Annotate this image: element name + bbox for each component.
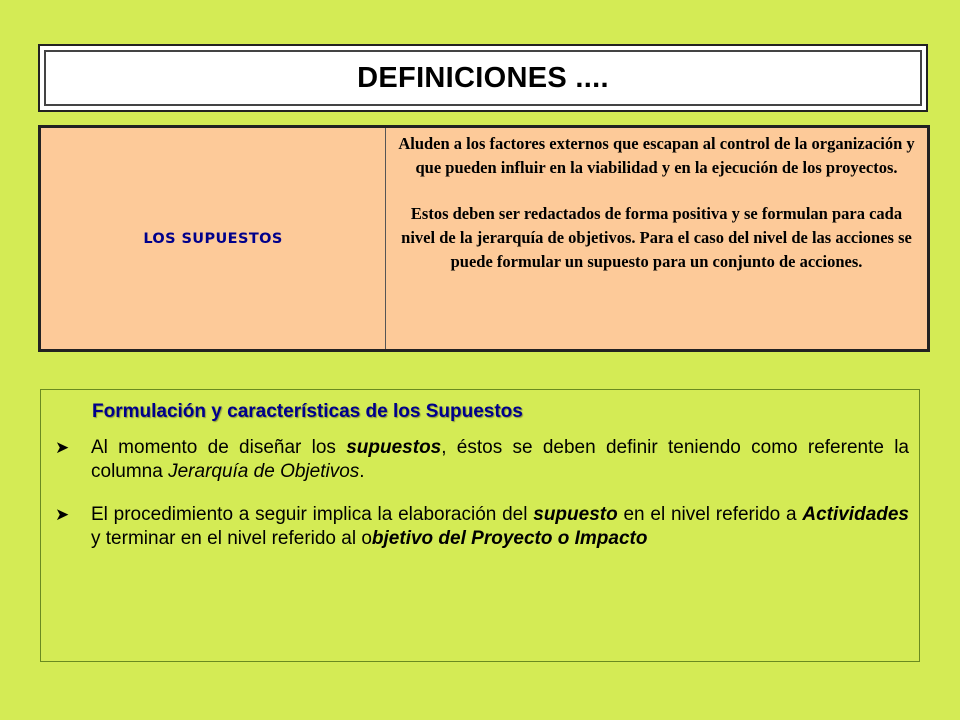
definition-term: LOS SUPUESTOS <box>41 128 386 349</box>
bullet-1-run-4: Jerarquía de Objetivos <box>168 461 360 482</box>
arrowhead-bullet-icon: ➤ <box>55 438 70 457</box>
bullet-1-run-3: , éstos se deben definir teniendo como referente la columna <box>91 437 909 482</box>
bullet-text-2 <box>91 503 909 551</box>
bullet-2-run-4: Actividades <box>802 504 909 525</box>
section-subtitle: Formulación y características de los Supuestos <box>92 401 523 422</box>
bullet-1-run-1: Al momento de diseñar los <box>91 437 347 458</box>
bullet-1-run-5: . <box>359 461 365 482</box>
bullet-2-run-1: El procedimiento a seguir implica la elaboración del <box>91 504 534 525</box>
title-box <box>38 44 928 112</box>
definition-paragraph-1: Aluden a los factores externos que escapan al control de la organización y que pueden influir en la viabilidad y en la ejecución de los proyectos. <box>398 134 915 177</box>
bullet-2-run-2: supuesto <box>533 504 618 525</box>
bullet-2-run-3: en el nivel referido a <box>617 504 803 525</box>
bullet-2-run-6: bjetivo del Proyecto o Impacto <box>371 528 648 549</box>
page-title: DEFINICIONES .... <box>357 61 609 94</box>
bullet-2-run-5: y terminar en el nivel referido al o <box>91 528 372 549</box>
bullet-text-1 <box>91 436 909 484</box>
bullet-item-1 <box>55 436 909 484</box>
definition-paragraph-2: Estos deben ser redactados de forma positiva y se formulan para cada nivel de la jerarquía de objetivos. Para el caso del nivel de las acciones se puede formular un supuesto para un conjunto de acciones. <box>401 204 912 271</box>
bullet-item-2 <box>55 503 909 551</box>
bullet-1-run-2: supuestos <box>346 437 442 458</box>
definition-table <box>38 125 930 352</box>
content-box <box>40 389 920 662</box>
definition-description <box>386 128 927 349</box>
arrowhead-bullet-icon: ➤ <box>55 505 70 524</box>
